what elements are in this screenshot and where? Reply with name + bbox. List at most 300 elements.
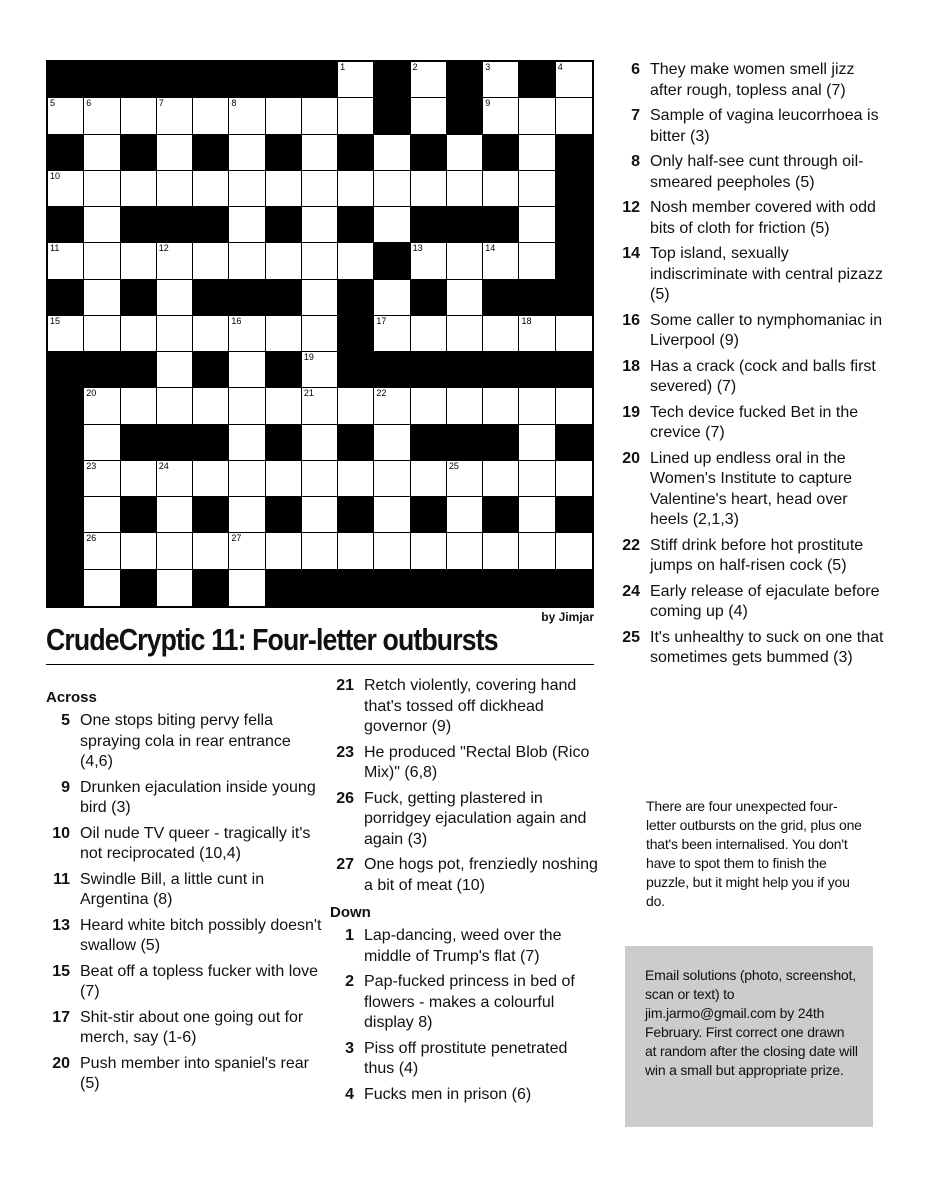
clue-text: Fuck, getting plastered in porridgey ejaculation again and again (3) — [364, 789, 587, 848]
grid-cell[interactable] — [302, 207, 338, 243]
clue-text: Tech device fucked Bet in the crevice (7) — [650, 403, 859, 441]
clue-number: 13 — [52, 916, 70, 934]
grid-block — [48, 497, 84, 533]
clue-text: Retch violently, covering hand that's tossed off dickhead governor (9) — [364, 677, 577, 735]
clue-number: 27 — [336, 856, 354, 873]
clue-number: 21 — [336, 677, 354, 694]
clue-number: 11 — [50, 243, 60, 254]
grid-cell[interactable] — [411, 316, 447, 352]
clue-text: Oil nude TV queer - tragically it's not reciprocated (10,4) — [80, 824, 311, 862]
grid-cell[interactable] — [193, 461, 229, 497]
grid-cell[interactable] — [483, 388, 519, 424]
clue-item — [616, 152, 886, 193]
grid-block — [374, 98, 410, 134]
grid-block — [338, 570, 374, 606]
grid-block — [338, 497, 374, 533]
clue-text: One hogs pot, frenziedly noshing a bit of meat (10) — [364, 856, 598, 894]
grid-block — [483, 280, 519, 316]
clue-number: 2 — [345, 973, 354, 990]
grid-cell[interactable] — [48, 316, 84, 352]
grid-cell[interactable] — [447, 497, 483, 533]
clue-item — [616, 628, 886, 669]
grid-cell[interactable] — [157, 98, 193, 134]
grid-cell[interactable] — [157, 570, 193, 606]
grid-cell[interactable] — [447, 135, 483, 171]
clue-number: 22 — [376, 388, 387, 399]
across-clue-list-continued — [330, 676, 600, 896]
down-clue-list-continued — [616, 60, 886, 669]
clue-number: 7 — [631, 107, 640, 124]
clue-text: Sample of vagina leucorrhoea is bitter (3) — [650, 107, 879, 145]
grid-cell[interactable] — [374, 135, 410, 171]
grid-block — [121, 207, 157, 243]
grid-cell[interactable] — [84, 135, 120, 171]
grid-cell[interactable] — [483, 62, 519, 98]
crossword-grid[interactable] — [46, 60, 594, 608]
grid-block — [519, 280, 555, 316]
grid-cell[interactable] — [519, 98, 555, 134]
grid-block — [338, 425, 374, 461]
clue-number: 24 — [158, 460, 169, 471]
clue-item — [46, 711, 326, 773]
grid-cell[interactable] — [84, 280, 120, 316]
grid-block — [266, 207, 302, 243]
grid-block — [411, 135, 447, 171]
grid-cell[interactable] — [84, 425, 120, 461]
grid-block — [556, 207, 592, 243]
clue-number: 6 — [631, 61, 640, 78]
outbursts-note: There are four unexpected four-letter outbursts on the grid, plus one that's been internalised. You don't have to spot them to finish the puzzle, but it might help you if you do. — [646, 798, 862, 909]
clue-number: 9 — [61, 778, 70, 796]
grid-cell[interactable] — [229, 135, 265, 171]
grid-cell[interactable] — [121, 533, 157, 569]
grid-cell[interactable] — [519, 425, 555, 461]
grid-cell[interactable] — [302, 280, 338, 316]
clue-text: Only half-see cunt through oil-smeared peepholes (5) — [650, 153, 864, 191]
grid-block — [266, 425, 302, 461]
grid-cell[interactable] — [483, 316, 519, 352]
clue-text: Heard white bitch possibly doesn't swallow (5) — [80, 916, 322, 954]
grid-block — [266, 135, 302, 171]
clue-number: 1 — [345, 927, 354, 944]
grid-cell[interactable] — [411, 533, 447, 569]
grid-block — [338, 207, 374, 243]
grid-cell[interactable] — [338, 533, 374, 569]
grid-block — [84, 352, 120, 388]
clue-number: 10 — [52, 824, 70, 842]
grid-block — [121, 425, 157, 461]
grid-cell[interactable] — [374, 316, 410, 352]
grid-block — [266, 352, 302, 388]
clue-item — [330, 1085, 600, 1106]
grid-cell[interactable] — [338, 62, 374, 98]
grid-cell[interactable] — [84, 461, 120, 497]
grid-block — [483, 425, 519, 461]
clue-item — [330, 743, 600, 784]
clue-item — [616, 106, 886, 147]
byline: by Jimjar — [541, 610, 594, 624]
grid-cell[interactable] — [519, 497, 555, 533]
grid-cell[interactable] — [229, 461, 265, 497]
grid-block — [229, 62, 265, 98]
grid-cell[interactable] — [84, 171, 120, 207]
grid-cell[interactable] — [556, 388, 592, 424]
grid-cell[interactable] — [447, 316, 483, 352]
clues-column-1 — [46, 689, 326, 1100]
grid-cell[interactable] — [338, 461, 374, 497]
grid-cell[interactable] — [338, 98, 374, 134]
clue-number: 17 — [376, 315, 387, 326]
grid-block — [556, 425, 592, 461]
puzzle-title: CrudeCryptic 11: Four-letter outbursts — [46, 622, 498, 657]
grid-cell[interactable] — [157, 533, 193, 569]
grid-block — [48, 533, 84, 569]
grid-cell[interactable] — [556, 316, 592, 352]
submission-info-text: Email solutions (photo, screenshot, scan or text) to jim.jarmo@gmail.com by 24th February. First correct one drawn at random after the closing date will win a small but appropriate prize. — [645, 967, 858, 1078]
clue-number: 12 — [158, 243, 169, 254]
grid-block — [483, 570, 519, 606]
grid-cell[interactable] — [374, 533, 410, 569]
grid-cell[interactable] — [374, 388, 410, 424]
clue-text: Drunken ejaculation inside young bird (3) — [80, 778, 316, 816]
grid-block — [48, 62, 84, 98]
grid-cell[interactable] — [48, 243, 84, 279]
clue-item — [616, 449, 886, 531]
grid-cell[interactable] — [519, 207, 555, 243]
clue-item — [616, 311, 886, 352]
grid-cell[interactable] — [157, 135, 193, 171]
grid-block — [447, 62, 483, 98]
grid-cell[interactable] — [229, 388, 265, 424]
grid-cell[interactable] — [338, 171, 374, 207]
grid-cell[interactable] — [302, 352, 338, 388]
grid-cell[interactable] — [157, 280, 193, 316]
grid-cell[interactable] — [229, 570, 265, 606]
grid-block — [193, 135, 229, 171]
grid-block — [483, 497, 519, 533]
clue-text: Piss off prostitute penetrated thus (4) — [364, 1039, 568, 1077]
grid-block — [48, 570, 84, 606]
grid-cell[interactable] — [302, 533, 338, 569]
grid-cell[interactable] — [302, 388, 338, 424]
grid-cell[interactable] — [84, 533, 120, 569]
grid-cell[interactable] — [266, 316, 302, 352]
grid-block — [229, 280, 265, 316]
grid-cell[interactable] — [48, 98, 84, 134]
grid-cell[interactable] — [519, 388, 555, 424]
grid-block — [411, 207, 447, 243]
grid-block — [266, 497, 302, 533]
grid-cell[interactable] — [48, 171, 84, 207]
clue-item — [616, 403, 886, 444]
clue-item — [616, 244, 886, 306]
grid-block — [193, 497, 229, 533]
grid-cell[interactable] — [411, 243, 447, 279]
clue-number: 19 — [622, 403, 640, 421]
clue-number: 20 — [622, 449, 640, 467]
grid-block — [48, 135, 84, 171]
grid-cell[interactable] — [229, 207, 265, 243]
grid-cell[interactable] — [193, 171, 229, 207]
clue-item — [616, 582, 886, 623]
grid-cell[interactable] — [266, 388, 302, 424]
grid-cell[interactable] — [229, 171, 265, 207]
grid-cell[interactable] — [302, 425, 338, 461]
clue-text: Swindle Bill, a little cunt in Argentina (8) — [80, 870, 265, 908]
submission-info-box — [625, 946, 873, 1127]
grid-cell[interactable] — [302, 98, 338, 134]
grid-cell[interactable] — [84, 207, 120, 243]
grid-cell[interactable] — [302, 135, 338, 171]
grid-cell[interactable] — [411, 171, 447, 207]
grid-block — [374, 243, 410, 279]
grid-cell[interactable] — [121, 98, 157, 134]
grid-cell[interactable] — [121, 243, 157, 279]
grid-cell[interactable] — [411, 388, 447, 424]
grid-cell[interactable] — [556, 98, 592, 134]
clue-number: 14 — [485, 243, 496, 254]
grid-block — [193, 62, 229, 98]
grid-block — [157, 425, 193, 461]
grid-block — [84, 62, 120, 98]
clue-text: Beat off a topless fucker with love (7) — [80, 962, 319, 1000]
grid-block — [121, 62, 157, 98]
clue-number: 15 — [50, 315, 61, 326]
grid-cell[interactable] — [121, 461, 157, 497]
grid-cell[interactable] — [374, 207, 410, 243]
grid-cell[interactable] — [447, 461, 483, 497]
grid-cell[interactable] — [84, 570, 120, 606]
clue-number: 24 — [622, 582, 640, 600]
grid-cell[interactable] — [447, 171, 483, 207]
grid-cell[interactable] — [556, 533, 592, 569]
clue-number: 25 — [622, 628, 640, 646]
grid-cell[interactable] — [266, 171, 302, 207]
grid-block — [338, 135, 374, 171]
clue-item — [330, 855, 600, 896]
grid-cell[interactable] — [229, 316, 265, 352]
grid-block — [48, 352, 84, 388]
grid-cell[interactable] — [374, 497, 410, 533]
grid-block — [338, 280, 374, 316]
grid-cell[interactable] — [374, 425, 410, 461]
across-clue-list — [46, 711, 326, 1095]
grid-cell[interactable] — [447, 533, 483, 569]
grid-cell[interactable] — [84, 243, 120, 279]
grid-cell[interactable] — [447, 388, 483, 424]
grid-block — [519, 570, 555, 606]
clue-number: 16 — [622, 311, 640, 329]
clue-number: 5 — [50, 98, 56, 109]
clue-number: 16 — [231, 315, 242, 326]
grid-block — [447, 207, 483, 243]
grid-cell[interactable] — [302, 497, 338, 533]
grid-cell[interactable] — [266, 461, 302, 497]
grid-cell[interactable] — [447, 243, 483, 279]
down-clue-list — [330, 926, 600, 1105]
grid-cell[interactable] — [483, 98, 519, 134]
grid-cell[interactable] — [483, 533, 519, 569]
grid-cell[interactable] — [229, 497, 265, 533]
grid-block — [193, 207, 229, 243]
clue-number: 8 — [231, 98, 237, 109]
grid-cell[interactable] — [84, 388, 120, 424]
grid-block — [302, 62, 338, 98]
grid-cell[interactable] — [519, 533, 555, 569]
clue-text: Lined up endless oral in the Women's Institute to capture Valentine's heart, head over heels (2,1,3) — [650, 449, 852, 528]
grid-cell[interactable] — [193, 316, 229, 352]
grid-cell[interactable] — [121, 388, 157, 424]
grid-block — [266, 280, 302, 316]
grid-block — [556, 135, 592, 171]
grid-cell[interactable] — [483, 171, 519, 207]
grid-cell[interactable] — [338, 243, 374, 279]
clue-number: 5 — [61, 712, 70, 729]
grid-cell[interactable] — [84, 98, 120, 134]
grid-cell[interactable] — [483, 461, 519, 497]
grid-cell[interactable] — [411, 461, 447, 497]
grid-cell[interactable] — [411, 98, 447, 134]
clue-number: 6 — [86, 98, 92, 109]
clue-number: 22 — [622, 536, 640, 554]
clue-item — [330, 789, 600, 851]
clue-text: It's unhealthy to suck on one that sometimes gets bummed (3) — [650, 628, 884, 666]
grid-cell[interactable] — [157, 461, 193, 497]
grid-cell[interactable] — [229, 425, 265, 461]
grid-cell[interactable] — [157, 316, 193, 352]
grid-cell[interactable] — [266, 533, 302, 569]
clue-item — [616, 536, 886, 577]
clue-number: 26 — [336, 789, 354, 807]
grid-cell[interactable] — [266, 243, 302, 279]
grid-block — [374, 570, 410, 606]
grid-cell[interactable] — [157, 171, 193, 207]
clue-number: 23 — [86, 460, 97, 471]
grid-cell[interactable] — [519, 171, 555, 207]
grid-cell[interactable] — [229, 98, 265, 134]
grid-cell[interactable] — [193, 243, 229, 279]
grid-cell[interactable] — [193, 388, 229, 424]
grid-cell[interactable] — [519, 461, 555, 497]
grid-block — [447, 98, 483, 134]
grid-cell[interactable] — [157, 243, 193, 279]
grid-cell[interactable] — [229, 533, 265, 569]
clue-text: Fucks men in prison (6) — [364, 1085, 532, 1103]
clue-number: 21 — [303, 388, 314, 399]
clues-column-2 — [330, 676, 600, 1110]
grid-cell[interactable] — [157, 497, 193, 533]
grid-cell[interactable] — [302, 461, 338, 497]
grid-cell[interactable] — [157, 388, 193, 424]
grid-cell[interactable] — [556, 461, 592, 497]
clue-item — [46, 1054, 326, 1095]
clue-number: 20 — [52, 1054, 70, 1072]
clue-number: 4 — [345, 1085, 354, 1103]
grid-cell[interactable] — [302, 316, 338, 352]
grid-cell[interactable] — [556, 62, 592, 98]
grid-cell[interactable] — [411, 62, 447, 98]
grid-cell[interactable] — [519, 135, 555, 171]
grid-block — [556, 171, 592, 207]
clue-text: Top island, sexually indiscriminate with central pizazz (5) — [650, 245, 883, 303]
clue-item — [330, 972, 600, 1034]
clue-text: He produced "Rectal Blob (Rico Mix)" (6,8) — [364, 743, 590, 781]
clue-text: Early release of ejaculate before coming up (4) — [650, 582, 880, 620]
grid-block — [121, 280, 157, 316]
clue-number: 25 — [448, 460, 459, 471]
grid-block — [411, 352, 447, 388]
grid-cell[interactable] — [229, 243, 265, 279]
grid-cell[interactable] — [374, 280, 410, 316]
grid-block — [121, 570, 157, 606]
grid-block — [193, 425, 229, 461]
title-divider — [46, 664, 594, 665]
grid-block — [556, 570, 592, 606]
grid-cell[interactable] — [302, 171, 338, 207]
clue-item — [330, 676, 600, 738]
grid-cell[interactable] — [121, 316, 157, 352]
grid-cell[interactable] — [302, 243, 338, 279]
clue-number: 11 — [53, 870, 70, 888]
grid-block — [411, 497, 447, 533]
grid-block — [193, 352, 229, 388]
grid-block — [48, 461, 84, 497]
grid-cell[interactable] — [193, 533, 229, 569]
grid-block — [48, 425, 84, 461]
grid-cell[interactable] — [447, 280, 483, 316]
grid-cell[interactable] — [266, 98, 302, 134]
grid-cell[interactable] — [483, 243, 519, 279]
grid-cell[interactable] — [84, 316, 120, 352]
grid-cell[interactable] — [157, 352, 193, 388]
clue-number: 1 — [340, 62, 346, 72]
grid-cell[interactable] — [229, 352, 265, 388]
grid-cell[interactable] — [84, 497, 120, 533]
grid-block — [483, 135, 519, 171]
clue-number: 15 — [52, 962, 70, 980]
clue-number: 27 — [231, 533, 242, 544]
clue-item — [46, 778, 326, 819]
clue-item — [46, 916, 326, 957]
grid-block — [48, 280, 84, 316]
clue-number: 18 — [622, 357, 640, 375]
clue-number: 9 — [485, 98, 491, 109]
grid-block — [121, 135, 157, 171]
clue-item — [330, 1039, 600, 1080]
grid-block — [374, 352, 410, 388]
clue-item — [616, 357, 886, 398]
grid-block — [519, 62, 555, 98]
clue-number: 12 — [622, 199, 640, 216]
grid-cell[interactable] — [121, 171, 157, 207]
grid-cell[interactable] — [374, 171, 410, 207]
grid-block — [266, 570, 302, 606]
grid-block — [121, 352, 157, 388]
grid-cell[interactable] — [519, 243, 555, 279]
grid-cell[interactable] — [519, 316, 555, 352]
grid-cell[interactable] — [338, 388, 374, 424]
grid-cell[interactable] — [193, 98, 229, 134]
clue-number: 26 — [86, 533, 97, 544]
clue-number: 3 — [485, 62, 491, 72]
clue-number: 20 — [86, 388, 97, 399]
grid-block — [338, 352, 374, 388]
clue-text: They make women smell jizz after rough, topless anal (7) — [650, 61, 855, 99]
grid-cell[interactable] — [374, 461, 410, 497]
clue-number: 18 — [521, 315, 532, 326]
clue-number: 17 — [52, 1008, 70, 1026]
grid-block — [157, 62, 193, 98]
